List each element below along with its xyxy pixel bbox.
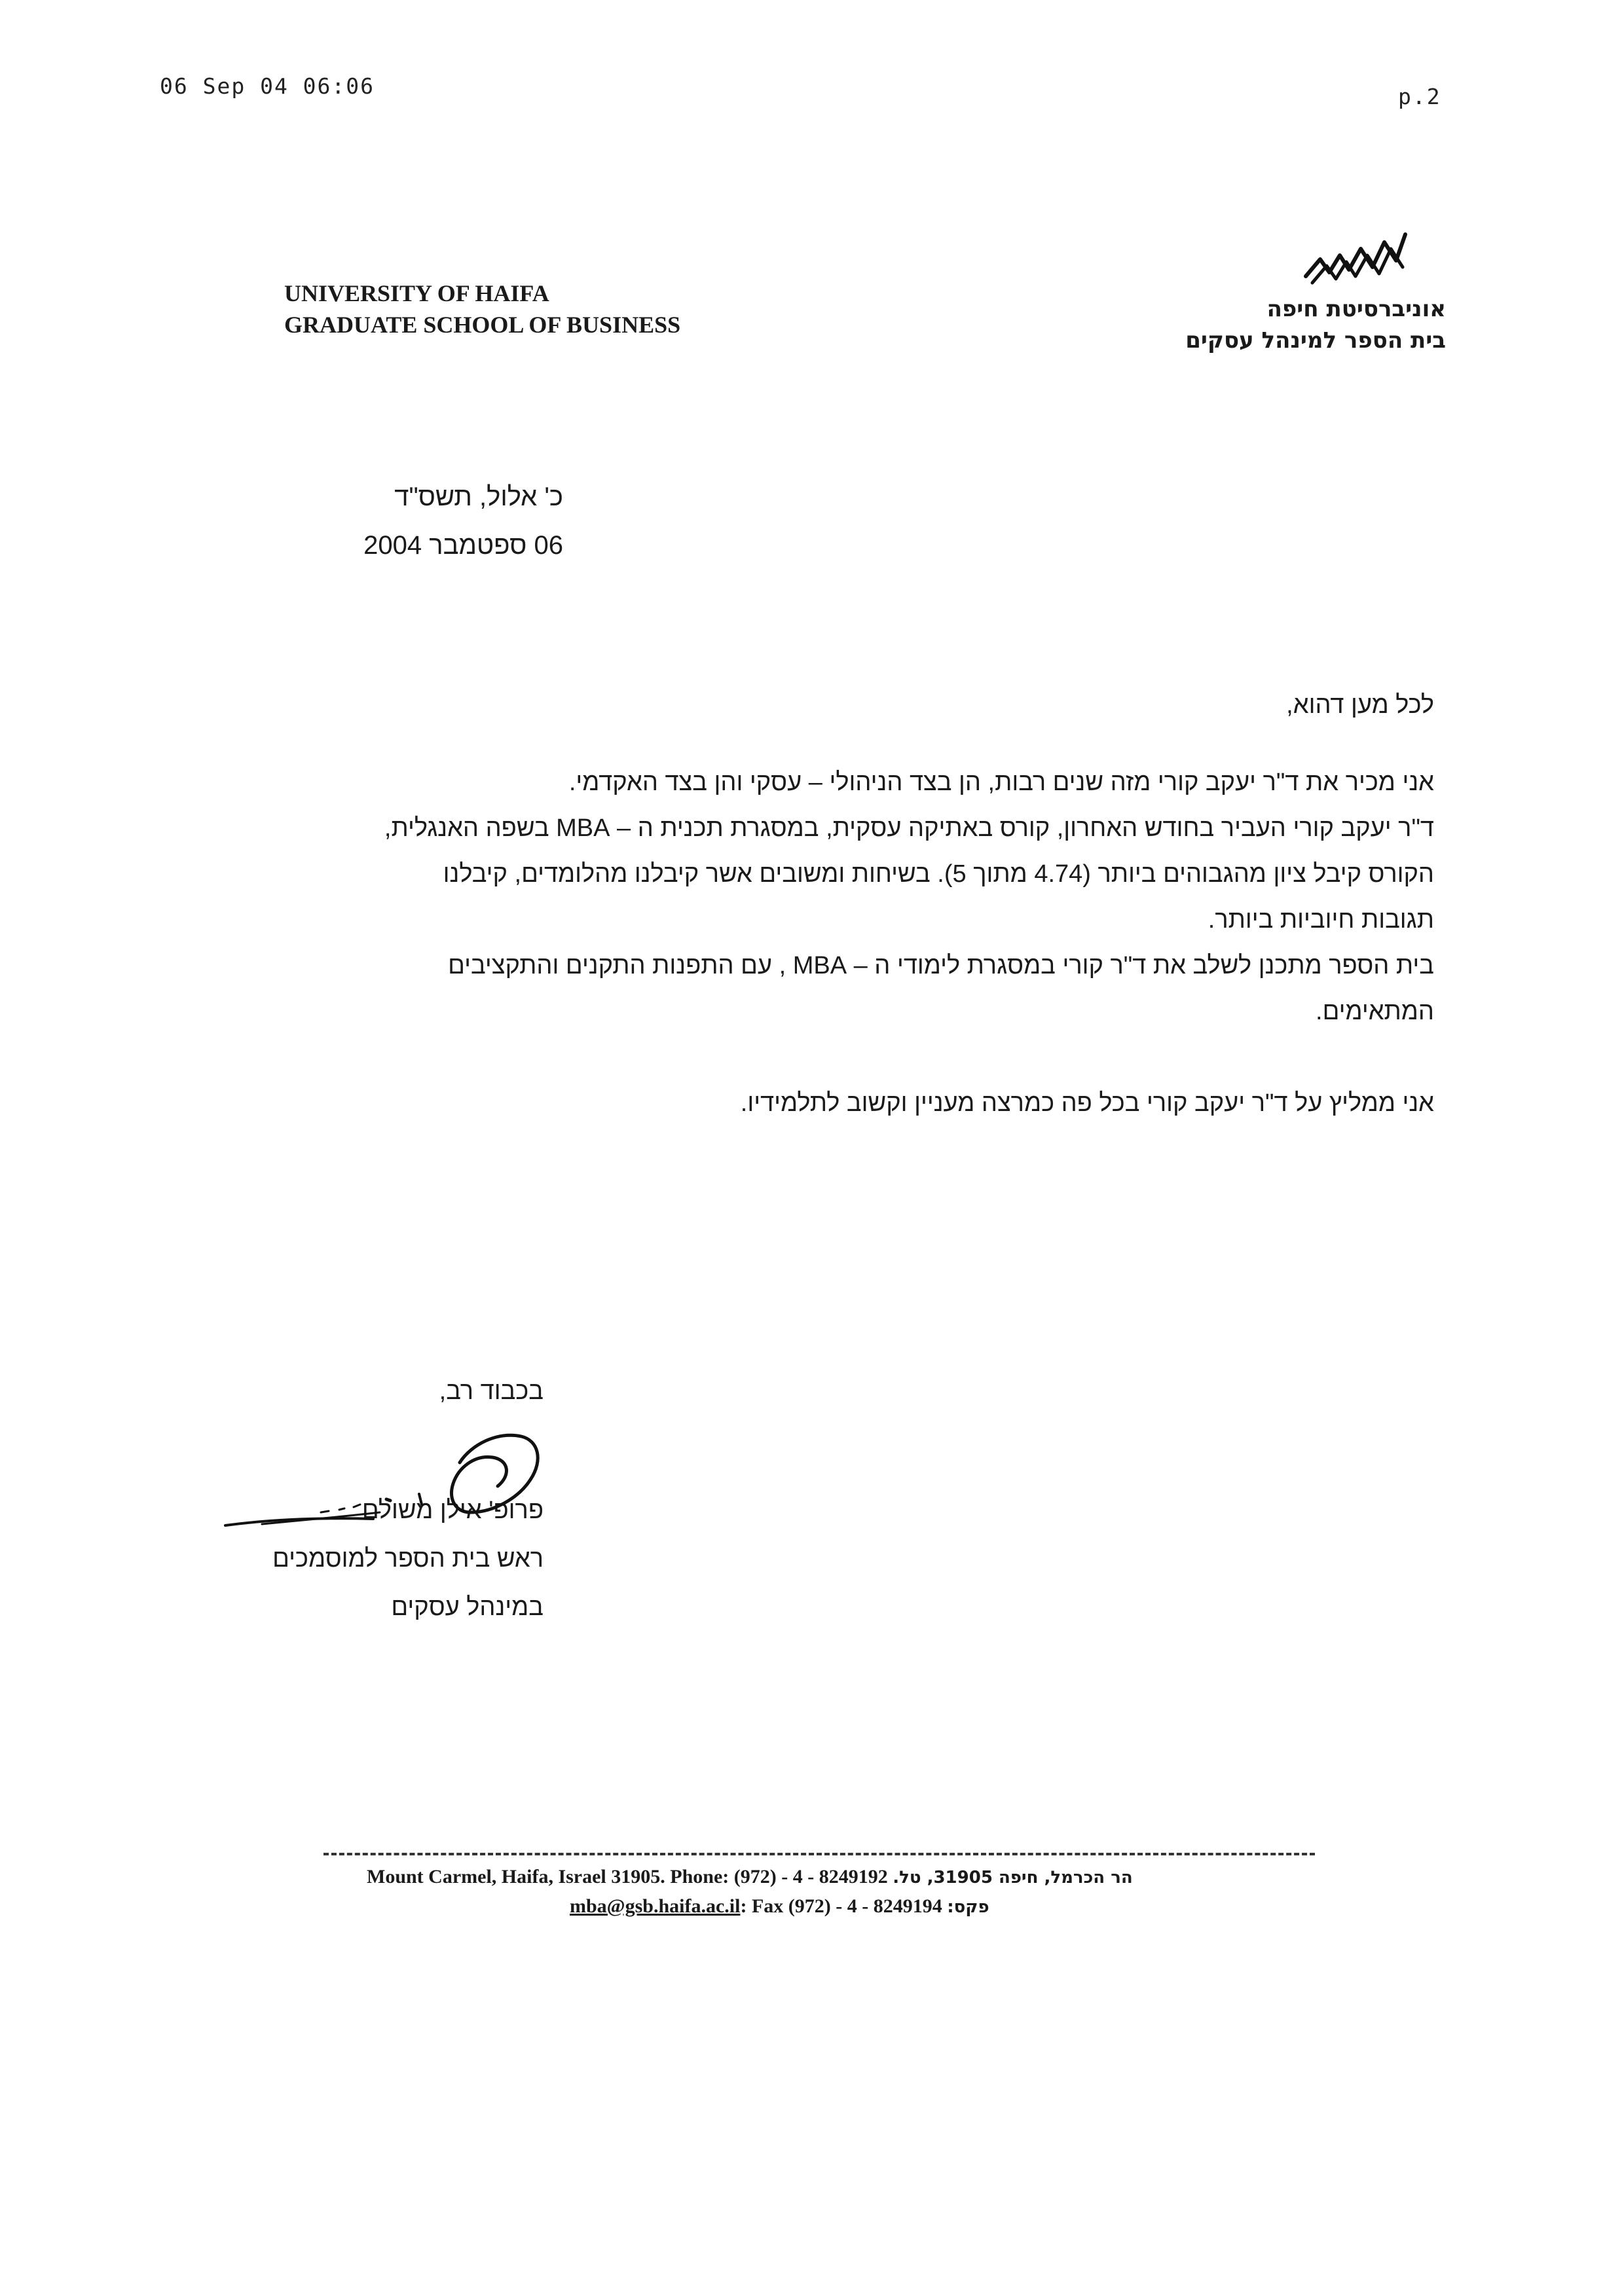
paragraph-line: הקורס קיבל ציון מהגבוהים ביותר (4.74 מתוך 5). בשיחות ומשובים אשר קיבלנו מהלומדים, קיבלנו (443, 860, 1434, 888)
footer-fax-label: Fax (751, 1895, 784, 1917)
footer-phone: (972) - 4 - 8249192 (733, 1866, 888, 1887)
letterhead-english (284, 278, 680, 340)
paragraph-line: בית הספר מתכנן לשלב את ד"ר קורי במסגרת לימודי ה – MBA , עם התפנות התקנים והתקציבים (448, 952, 1434, 979)
signer-title-line2: במינהל עסקים (391, 1594, 544, 1621)
paragraph-line: המתאימים. (1316, 998, 1434, 1025)
footer-fax: (972) - 4 - 8249194 (788, 1895, 942, 1917)
letterhead-hebrew (987, 293, 1446, 356)
fax-page-number: p.2 (1398, 84, 1441, 109)
footer-divider (323, 1853, 1315, 1855)
footer-address-row (367, 1863, 1310, 1892)
footer-address-he: הר הכרמל, חיפה 31905, טל. (893, 1868, 1133, 1887)
footer-contact-row: mba@gsb.haifa.ac.il: Fax (972) - 4 - 8249194 פקס: (570, 1895, 989, 1917)
footer (367, 1863, 1310, 1922)
paragraph-line: אני מכיר את ד"ר יעקב קורי מזה שנים רבות, הן בצד הניהולי – עסקי והן בצד האקדמי. (568, 769, 1434, 796)
closing: בכבוד רב, (439, 1377, 544, 1405)
fax-timestamp: 06 Sep 04 06:06 (160, 73, 375, 99)
hebrew-date: כ' אלול, תשס"ד (394, 483, 563, 511)
footer-address-en: Mount Carmel, Haifa, Israel 31905. Phone: (367, 1866, 729, 1887)
letter-date (105, 473, 563, 570)
signer-name: פרופ' אילן משולם (361, 1497, 544, 1524)
footer-fax-label-he: פקס: (947, 1897, 989, 1917)
school-name-he: בית הספר למינהל עסקים (1185, 327, 1446, 354)
greeting: לכל מען דהוא, (1286, 691, 1434, 719)
gregorian-date: 06 ספטמבר 2004 (363, 531, 563, 560)
letter-body (190, 681, 1434, 1126)
handwritten-signature (223, 1421, 563, 1545)
paragraph-line: ד"ר יעקב קורי העביר בחודש האחרון, קורס באתיקה עסקית, במסגרת תכנית ה – MBA בשפה האנגלית, (384, 814, 1434, 842)
paragraph-line: תגובות חיוביות ביותר. (1208, 906, 1434, 934)
university-name-he: אוניברסיטת חיפה (1266, 296, 1446, 322)
university-logo-icon (1301, 225, 1411, 288)
footer-email-link[interactable]: mba@gsb.haifa.ac.il (570, 1895, 741, 1917)
signer-title-line1: ראש בית הספר למוסמכים (272, 1545, 544, 1573)
university-name-en: UNIVERSITY OF HAIFA (284, 280, 549, 306)
school-name-en: GRADUATE SCHOOL OF BUSINESS (284, 312, 681, 338)
recommendation: אני ממליץ על ד"ר יעקב קורי בכל פה כמרצה מעניין וקשוב לתלמידיו. (740, 1089, 1434, 1117)
